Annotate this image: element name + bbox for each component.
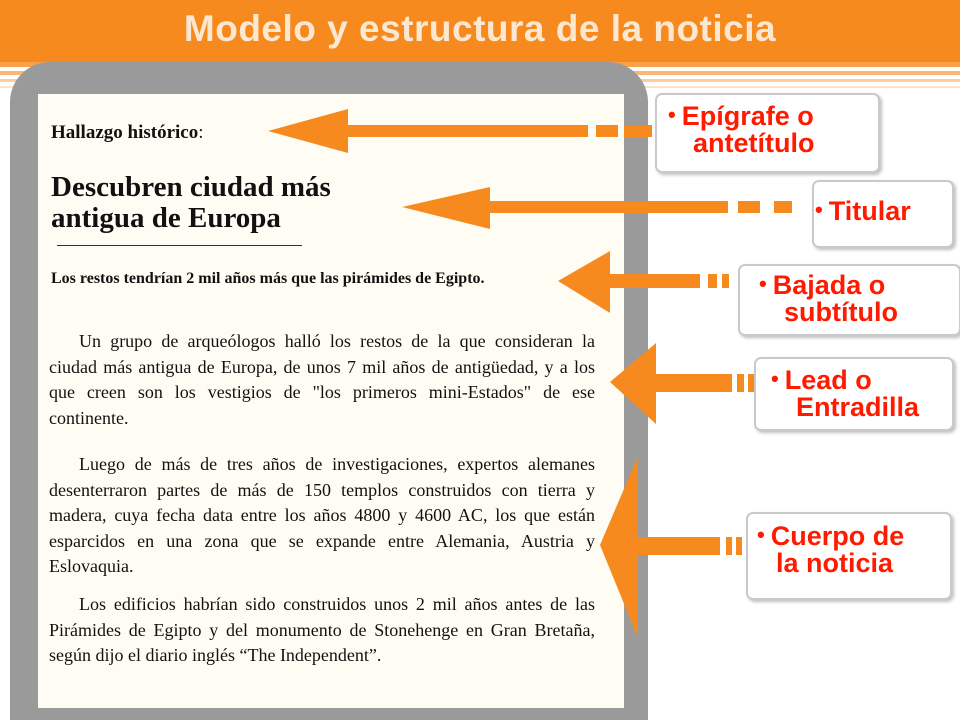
article-deck: Los restos tendrían 2 mil años más que las pirámides de Egipto. xyxy=(51,270,485,287)
arrow-lead xyxy=(610,343,754,424)
bullet-icon: • xyxy=(759,271,767,296)
label-lead: • Lead o Entradilla xyxy=(771,365,920,422)
bullet-icon: • xyxy=(757,522,765,547)
article-lead-paragraph: Un grupo de arqueólogos halló los restos de la que consideran la ciudad más antigua de Europa, de unos 7 mil años de antigüedad, y a los que creen son los vestigios de "los primeros mini-Estados" de ese continente. xyxy=(49,331,595,428)
bullet-icon: • xyxy=(771,366,779,391)
arrow-bajada xyxy=(558,251,729,313)
arrow-cuerpo xyxy=(600,456,742,638)
article-headline: Descubren ciudad más antigua de Europa xyxy=(51,171,331,234)
arrow-epigrafe xyxy=(268,109,652,153)
slide-title: Modelo y estructura de la noticia xyxy=(183,8,777,49)
label-cuerpo: • Cuerpo de la noticia xyxy=(757,521,905,578)
article-body-paragraph: Los edificios habrían sido construidos unos 2 mil años antes de las Pirámides de Egipto y del monumento de Stonehenge en Gran Bretaña, según dijo el diario inglés “The Independent”. xyxy=(49,594,595,665)
bullet-icon: • xyxy=(815,197,823,222)
arrow-titular xyxy=(402,187,792,229)
label-bajada: • Bajada o subtítulo xyxy=(759,270,898,327)
article-body-paragraph: Luego de más de tres años de investigaciones, expertos alemanes desenterraron partes de más de 150 templos construidos con tierra y madera, cuya fecha data entre los años 4800 y 4600 AC, los que están esparcidos en una zona que se expande entre Alemania, Austria y Eslovaquia. xyxy=(49,454,595,576)
label-titular: • Titular xyxy=(815,196,911,226)
label-epigrafe: • Epígrafe o antetítulo xyxy=(668,101,815,158)
bullet-icon: • xyxy=(668,102,676,127)
article-kicker: Hallazgo histórico: xyxy=(51,122,204,143)
